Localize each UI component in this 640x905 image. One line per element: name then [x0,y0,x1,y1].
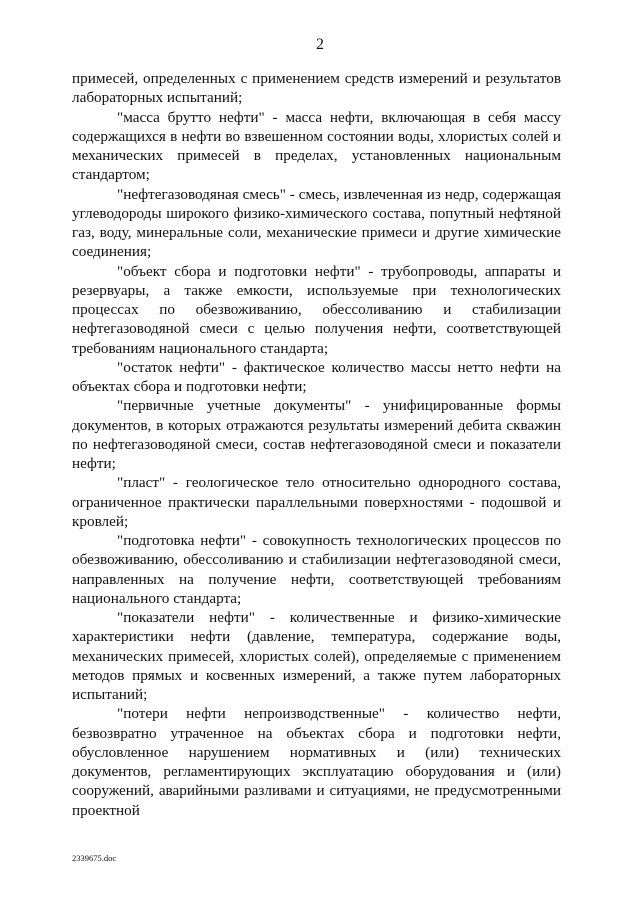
definition-massa-brutto: "масса брутто нефти" - масса нефти, включающая в себя массу содержащихся в нефти во взвешенном состоянии воды, хлористых солей и механических примесей в пределах, установленных национальным стандартом; [72,108,561,184]
definition-neftegazovodyanaya-smes: "нефтегазоводяная смесь" - смесь, извлеченная из недр, содержащая углеводороды широкого физико-химического состава, попутный нефтяной газ, воду, минеральные соли, механические примеси и другие химические соединения; [72,185,561,261]
definition-ostatok-nefti: "остаток нефти" - фактическое количество массы нетто нефти на объектах сбора и подготовки нефти; [72,358,561,395]
footer-document-code: 2339675.doc [72,853,117,863]
definition-poteri-nefti: "потери нефти непроизводственные" - количество нефти, безвозвратно утраченное на объектах сбора и подготовки нефти, обусловленное нарушением нормативных и (или) технических документов, регламентирующих эксплуатацию оборудования и (или) сооружений, аварийными разливами и ситуациями, не предусмотренными проектной [72,705,561,819]
page-number: 2 [316,36,324,53]
definition-podgotovka-nefti: "подготовка нефти" - совокупность технологических процессов по обезвоживанию, обессоливанию и стабилизации нефтегазоводяной смеси, направленных на получение нефти, соответствующей требованиям национального стандарта; [72,532,561,607]
definition-pervichnye-dokumenty: "первичные учетные документы" - унифицированные формы документов, в которых отражаются результаты измерений дебита скважин по нефтегазоводяной смеси, состав нефтегазоводяной смеси и показатели нефти; [72,397,561,472]
definition-obekt-sbora: "объект сбора и подготовки нефти" - трубопроводы, аппараты и резервуары, а также емкости, используемые при технологических процессах по обезвоживанию, обессоливанию и стабилизации нефтегазоводяной смеси с целью получения нефти, соответствующей требованиям национального стандарта; [72,262,561,357]
definition-plast: "пласт" - геологическое тело относительно однородного состава, ограниченное практически параллельными поверхностями - подошвой и кровлей; [72,474,561,530]
paragraph-continuation: примесей, определенных с применением средств измерений и результатов лабораторных испытаний; [72,70,561,107]
document-body [72,69,561,820]
definition-pokazateli-nefti: "показатели нефти" - количественные и физико-химические характеристики нефти (давление, температура, содержание воды, механических примесей, хлористых солей), определяемые с применением методов прямых и косвенных измерений, а также путем лабораторных испытаний; [72,609,561,703]
